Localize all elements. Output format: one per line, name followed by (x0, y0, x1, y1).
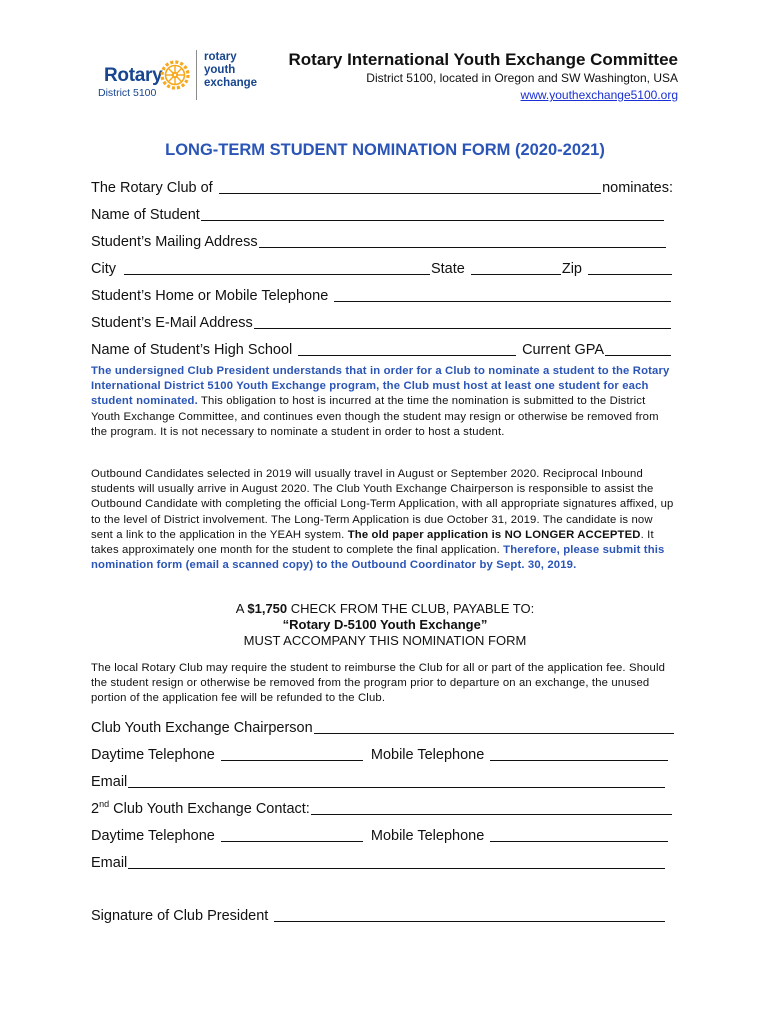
hosting-obligation-paragraph: The undersigned Club President understands that in order for a Club to nominate a student to the Rotary International District 5100 Youth Exchange program, the Club must host at least one student for each student nominated. This obligation to host is incurred at the time the nomination is submitted to the District Youth Exchange Committee, and continues even though the student may resign or otherwise be removed from the program. It is not necessary to nominate a student in order to host a student. (91, 365, 670, 438)
rotary-club-field[interactable]: The Rotary Club of nominates: (91, 180, 673, 196)
check-requirement: MUST ACCOMPANY THIS NOMINATION FORM (243, 633, 527, 648)
high-school-line[interactable] (298, 340, 516, 356)
logo-wordmark: Rotary (104, 65, 163, 86)
zip-line[interactable] (588, 259, 672, 275)
high-school-gpa-field[interactable]: Name of Student’s High School Current GPA (91, 338, 672, 358)
chair-daytime-phone-line[interactable] (221, 745, 363, 761)
rotary-logo (96, 50, 256, 104)
mailing-address-field[interactable]: Student’s Mailing Address (91, 230, 667, 250)
chairperson-line[interactable] (314, 718, 674, 734)
check-payee: “Rotary D-5100 Youth Exchange” (282, 617, 488, 632)
city-line[interactable] (124, 259, 430, 275)
outbound-candidates-paragraph: Outbound Candidates selected in 2019 will usually travel in August or September 2020. Reciprocal Inbound students will usually arrive in August 2020. The Club Youth Exchange Chairperson is responsible to assist the Outbound Candidate with completing the official Long-Term Application, with all appropriate signatures affixed, up to the level of District involvement. The Long-Term Application is due October 31, 2019. The candidate is now sent a link to the application in the YEAH system. The old paper application is NO LONGER ACCEPTED. It takes approximately one month for the student to complete the final application. Therefore, please submit this nomination form (email a scanned copy) to the Outbound Coordinator by Sept. 30, 2019. (91, 468, 674, 572)
chairperson-field[interactable]: Club Youth Exchange Chairperson (91, 716, 675, 736)
chair-phone-field[interactable]: Daytime Telephone Mobile Telephone (91, 743, 669, 763)
gpa-line[interactable] (605, 340, 671, 356)
reimbursement-paragraph: The local Rotary Club may require the student to reimburse the Club for all or part of the application fee. Should the student resign or otherwise be removed from the program prior to departure on an exchange, the unused portion of the application fee will be refunded to the Club. (91, 662, 666, 705)
second-contact-field[interactable]: 2nd Club Youth Exchange Contact: (91, 797, 673, 817)
state-line[interactable] (471, 259, 561, 275)
president-signature-line[interactable] (274, 906, 665, 922)
city-state-zip-field[interactable]: City State Zip (91, 257, 673, 277)
mailing-address-line[interactable] (259, 232, 666, 248)
student-email-line[interactable] (254, 313, 671, 329)
student-name-line[interactable] (201, 205, 664, 221)
contact-email-field[interactable]: Email (91, 851, 666, 871)
website-link[interactable]: www.youthexchange5100.org (520, 88, 678, 102)
chair-email-line[interactable] (128, 772, 665, 788)
student-phone-field[interactable]: Student’s Home or Mobile Telephone (91, 284, 672, 304)
committee-subtitle: District 5100, located in Oregon and SW Washington, USA (366, 71, 678, 85)
logo-divider (196, 50, 197, 100)
form-title: LONG-TERM STUDENT NOMINATION FORM (2020-2021) (165, 141, 605, 159)
contact-phone-field[interactable]: Daytime Telephone Mobile Telephone (91, 824, 669, 844)
chair-mobile-phone-line[interactable] (490, 745, 668, 761)
contact-mobile-phone-line[interactable] (490, 826, 668, 842)
check-amount-line: A $1,750 CHECK FROM THE CLUB, PAYABLE TO: (235, 601, 535, 616)
club-name-line[interactable] (219, 178, 601, 194)
check-amount: $1,750 (247, 601, 288, 616)
student-name-field[interactable]: Name of Student (91, 203, 665, 223)
president-signature-field[interactable]: Signature of Club President (91, 904, 666, 924)
student-phone-line[interactable] (334, 286, 671, 302)
second-contact-line[interactable] (311, 799, 672, 815)
chair-email-field[interactable]: Email (91, 770, 666, 790)
logo-program-name: rotary youth exchange (204, 51, 258, 89)
rotary-wheel-icon (160, 60, 190, 90)
contact-email-line[interactable] (128, 853, 665, 869)
logo-district: District 5100 (98, 87, 157, 99)
contact-daytime-phone-line[interactable] (221, 826, 363, 842)
student-email-field[interactable]: Student’s E-Mail Address (91, 311, 672, 331)
committee-title: Rotary International Youth Exchange Committee (288, 50, 678, 69)
